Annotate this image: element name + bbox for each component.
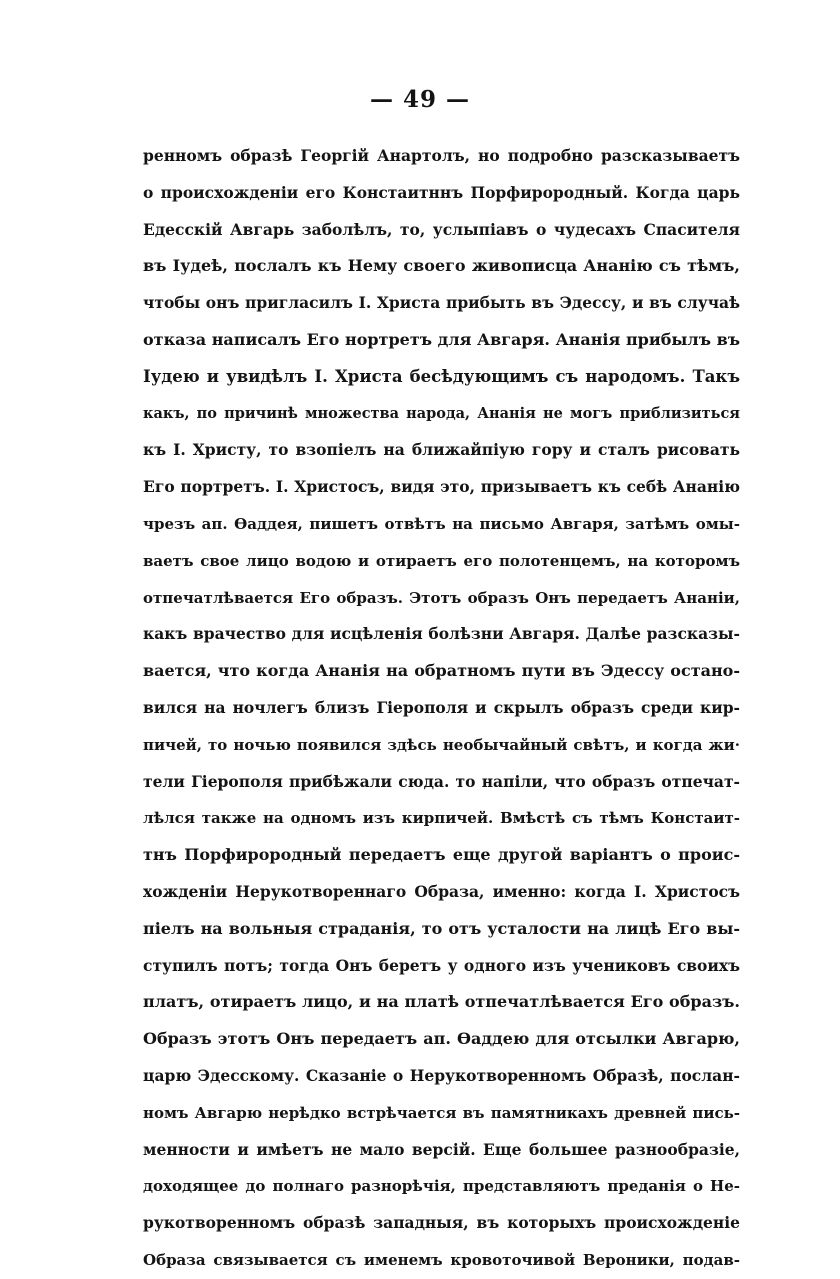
text-line: отказа написалъ Его нортретъ для Авгаря. Ананія прибылъ въ <box>143 329 740 349</box>
text-line: Едесскій Авгарь заболѣлъ, то, услыпіавъ о чудесахъ Спасителя <box>143 219 740 239</box>
text-line: ступилъ потъ; тогда Онъ беретъ у одного изъ учениковъ своихъ <box>143 955 740 975</box>
text-line: тнъ Порфирородный передаетъ еще другой варіантъ о проис- <box>143 845 740 865</box>
text-line: рукотворенномъ образѣ западныя, въ которыхъ происхожденіе <box>143 1213 740 1233</box>
text-line: номъ Авгарю нерѣдко встрѣчается въ памятникахъ древней пись- <box>143 1103 740 1122</box>
text-line: отпечатлѣвается Его образъ. Этотъ образъ Онъ передаетъ Ананіи, <box>143 588 740 607</box>
text-line: какъ, по причинѣ множества народа, Ананія не могъ приблизиться <box>143 404 740 422</box>
text-line: пичей, то ночью появился здѣсь необычайный свѣтъ, и когда жи· <box>143 735 740 754</box>
text-line: платъ, отираетъ лицо, и на платѣ отпечатлѣвается Его образъ. <box>143 992 740 1012</box>
text-line: тели Гіерополя прибѣжали сюда. то напіли, что образъ отпечат- <box>143 771 740 791</box>
text-line: чтобы онъ пригласилъ І. Христа прибыть въ Эдессу, и въ случаѣ <box>143 293 740 313</box>
text-line: менности и имѣетъ не мало версій. Еще большее разнообразіе, <box>143 1139 740 1159</box>
text-line: лѣлся также на одномъ изъ кирпичей. Вмѣстѣ съ тѣмъ Констаит- <box>143 809 740 828</box>
text-line: ваетъ свое лицо водою и отираетъ его полотенцемъ, на которомъ <box>143 551 740 570</box>
text-line: Его портретъ. І. Христосъ, видя это, призываетъ къ себѣ Ананію <box>143 477 740 497</box>
text-line: къ І. Христу, то взопіелъ на ближайпіую гору и сталъ рисовать <box>143 440 740 460</box>
page-number: — 49 — <box>369 86 471 113</box>
text-line: Іудею и увидѣлъ І. Христа бесѣдующимъ съ народомъ. Такъ <box>143 366 740 386</box>
text-line: ренномъ образѣ Георгій Анартолъ, но подробно разсказываетъ <box>143 146 740 165</box>
text-line: Образъ этотъ Онъ передаетъ ап. Ѳаддею для отсылки Авгарю, <box>143 1029 740 1049</box>
text-line: доходящее до полнаго разнорѣчія, представляютъ преданія о Не- <box>143 1177 740 1196</box>
text-line: вается, что когда Ананія на обратномъ пути въ Эдессу остано- <box>143 661 740 681</box>
text-line: царю Эдесскому. Сказаніе о Нерукотворенномъ Образѣ, послан- <box>143 1065 740 1085</box>
text-line: въ Іудеѣ, послалъ къ Нему своего живописца Ананію съ тѣмъ, <box>143 256 740 276</box>
body-text <box>143 138 740 1279</box>
text-line: Образа связывается съ именемъ кровоточивой Вероники, подав- <box>143 1250 740 1269</box>
text-line: какъ врачество для исцѣленія болѣзни Авгаря. Далѣе разсказы- <box>143 624 740 644</box>
text-line: чрезъ ап. Ѳаддея, пишетъ отвѣтъ на письмо Авгаря, затѣмъ омы- <box>143 514 740 533</box>
text-line: вился на ночлегъ близъ Гіерополя и скрылъ образъ среди кир- <box>143 697 740 717</box>
text-line: о происхожденіи его Констаитннъ Порфирородный. Когда царь <box>143 182 740 202</box>
text-line: хожденіи Нерукотвореннаго Образа, именно: когда І. Христосъ <box>143 881 740 901</box>
text-line: піелъ на вольныя страданія, то отъ усталости на лицѣ Его вы- <box>143 918 740 938</box>
